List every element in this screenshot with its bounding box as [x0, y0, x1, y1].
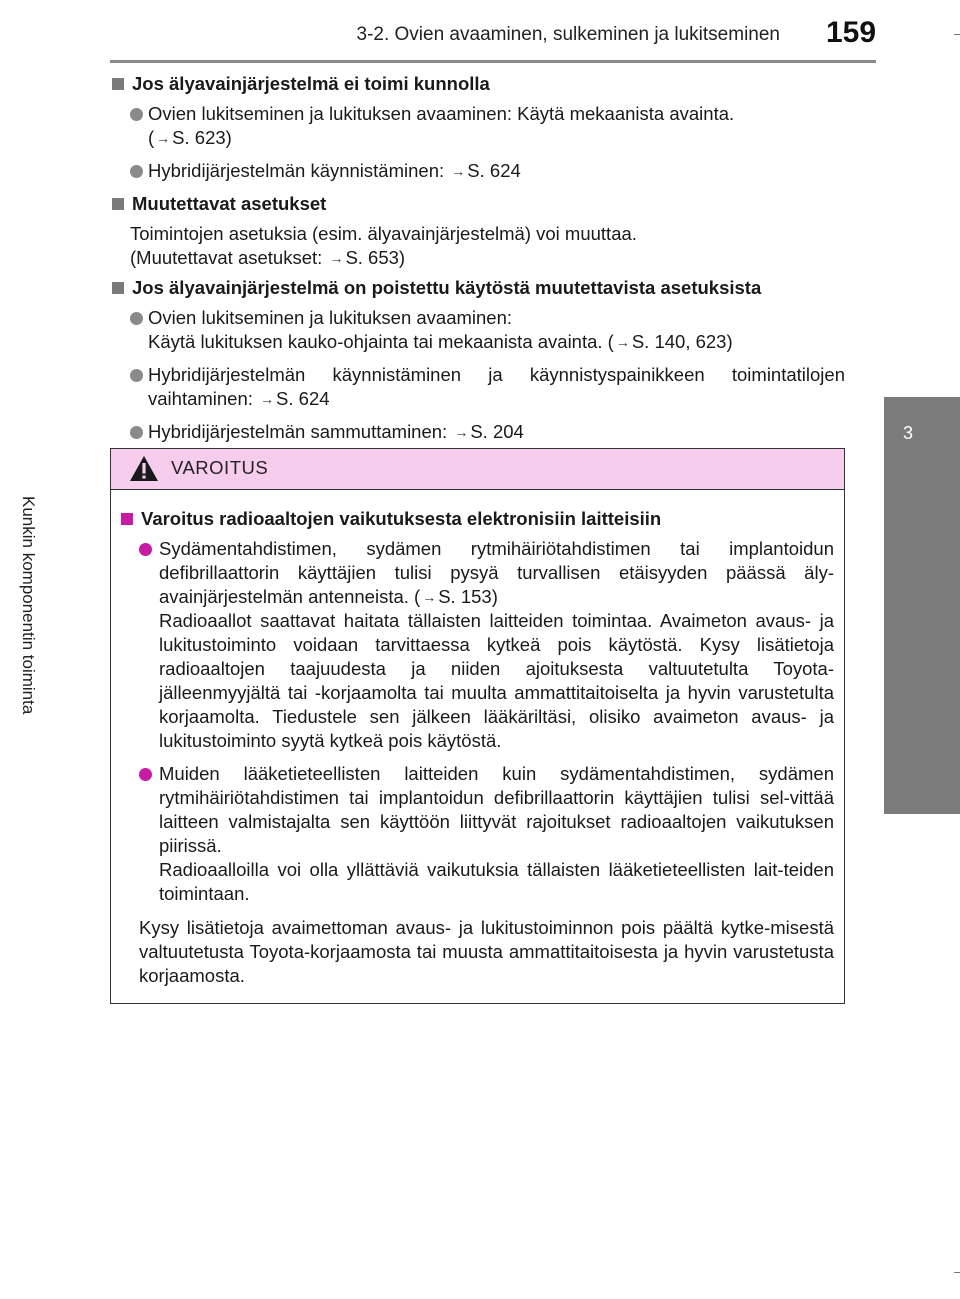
list-item	[110, 159, 845, 183]
list-item	[110, 420, 845, 444]
list-item	[119, 537, 834, 753]
chapter-title: Kunkin komponentin toiminta	[19, 496, 38, 715]
arrow-right-icon: →	[615, 334, 630, 350]
paragraph-text: Toimintojen asetuksia (esim. älyavainjärjestelmä) voi muuttaa.	[130, 223, 637, 244]
warning-footer: Kysy lisätietoja avaimettoman avaus- ja lukitustoiminnon pois päältä kytke-misestä valtuutetusta Toyota-korjaamosta tai muusta ammattitaitoisesta ja hyvin varustetusta korjaamosta.	[139, 917, 834, 986]
crop-mark	[954, 1272, 960, 1273]
main-content	[110, 72, 845, 453]
chapter-tab	[884, 397, 960, 814]
arrow-right-icon: →	[329, 250, 344, 266]
arrow-right-icon: →	[156, 130, 171, 146]
list-item	[110, 306, 845, 354]
list-item	[119, 762, 834, 906]
paragraph-text: Muiden lääketieteellisten laitteiden kuin sydämentahdistimen, sydämen rytmihäiriötahdistimen tai implantoidun defibrillaattorin käyttäjien tulisi sel-vittää laitteen valmistajalta sen käyttöön liittyvät rajoitukset radioaaltojen vaikutuksen piirissä.	[159, 763, 834, 856]
section-heading: Muutettavat asetukset	[110, 192, 845, 216]
page-reference: S. 624	[467, 160, 521, 181]
chapter-number: 3	[902, 423, 913, 443]
paragraph	[159, 537, 834, 609]
item-text: Hybridijärjestelmän käynnistäminen:	[148, 160, 450, 181]
warning-triangle-icon	[129, 455, 159, 487]
page-reference: S. 653)	[345, 247, 406, 268]
paragraph	[110, 222, 845, 270]
header-rule	[110, 60, 876, 63]
arrow-right-icon: →	[422, 589, 437, 605]
item-text: Ovien lukitseminen ja lukituksen avaaminen:	[148, 307, 513, 328]
arrow-right-icon: →	[260, 391, 275, 407]
ref-prefix: (	[148, 127, 155, 148]
section-heading: Jos älyavainjärjestelmä on poistettu käytöstä muutettavista asetuksista	[110, 276, 845, 300]
crop-mark	[954, 34, 960, 35]
page-reference: S. 624	[276, 388, 330, 409]
page-number: 159	[826, 16, 877, 49]
paragraph-text: Sydämentahdistimen, sydämen rytmihäiriötahdistimen tai implantoidun defibrillaattorin käyttäjien tulisi pysyä turvallisen etäisyyden päässä äly-avainjärjestelmän antenneista. (	[159, 538, 834, 607]
item-text: Ovien lukitseminen ja lukituksen avaaminen: Käytä mekaanista avainta.	[148, 103, 735, 124]
list-item	[110, 363, 845, 411]
page-reference: S. 623)	[172, 127, 232, 148]
item-text: Hybridijärjestelmän sammuttaminen:	[148, 421, 453, 442]
warning-title: VAROITUS	[171, 457, 269, 478]
warning-heading: Varoitus radioaaltojen vaikutuksesta elektronisiin laitteisiin	[119, 507, 834, 531]
warning-box	[110, 448, 845, 1004]
page-reference: S. 153)	[438, 586, 498, 607]
arrow-right-icon: →	[451, 163, 466, 179]
item-text: Käytä lukituksen kauko-ohjainta tai mekaanista avainta. (	[148, 331, 614, 352]
page-reference: S. 140, 623)	[631, 331, 733, 352]
section-heading: Jos älyavainjärjestelmä ei toimi kunnolla	[110, 72, 845, 96]
paragraph-text: Radioaallot saattavat haitata tällaisten laitteiden toimintaa. Avaimeton avaus- ja lukitustoiminto voidaan tarvittaessa kytkeä pois käytöstä. Kysy lisätietoja radioaaltojen taajuudesta ja niiden ajoituksesta valtuutetulta Toyota-jälleenmyyjältä tai -korjaamolta tai muulta ammattitaitoiselta ja hyvin varustetulta korjaamolta. Tiedustele sen jälkeen lääkäriltäsi, olisiko avaimeton avaus- ja lukitustoiminto syytä kytkeä pois käytöstä.	[159, 610, 834, 751]
warning-body	[111, 490, 844, 988]
warning-header	[111, 449, 844, 490]
item-text: Hybridijärjestelmän käynnistäminen ja käynnistyspainikkeen toimintatilojen vaihtaminen:	[148, 364, 845, 409]
paragraph-text: Radioaalloilla voi olla yllättäviä vaikutuksia tällaisten lääketieteellisten lait-teiden toimintaan.	[159, 859, 834, 904]
paragraph-text: (Muutettavat asetukset:	[130, 247, 328, 268]
arrow-right-icon: →	[454, 424, 469, 440]
section-title: 3-2. Ovien avaaminen, sulkeminen ja lukitseminen	[356, 24, 780, 45]
list-item	[110, 102, 845, 150]
page-reference: S. 204	[470, 421, 524, 442]
